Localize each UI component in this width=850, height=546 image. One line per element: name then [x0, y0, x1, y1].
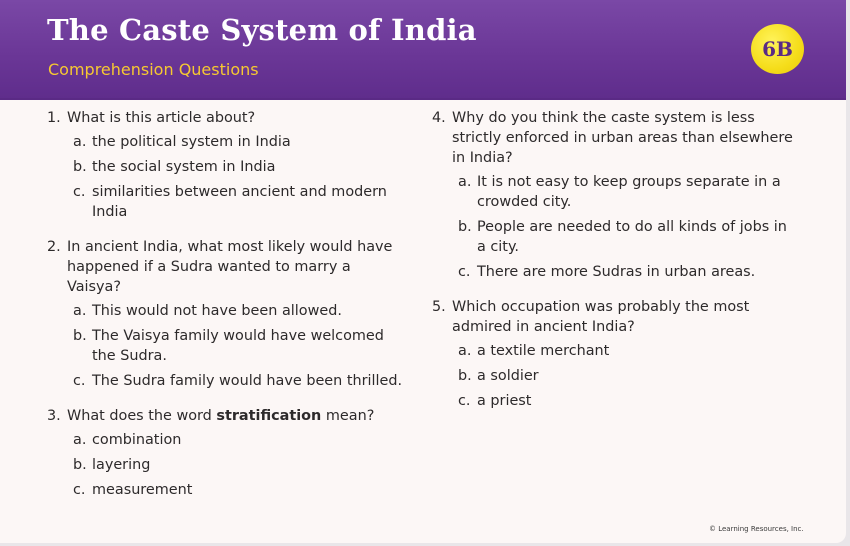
question-3: [47, 406, 407, 500]
answer-letter: b.: [458, 368, 472, 384]
question-number: 5.: [432, 299, 446, 315]
answer-letter: a.: [458, 343, 472, 359]
question-number: 3.: [47, 408, 61, 424]
answer-option: [73, 455, 407, 475]
question-text: Why do you think the caste system is less strictly enforced in urban areas than elsewhere in India?: [452, 110, 793, 166]
question-4: [432, 108, 794, 282]
answer-letter: c.: [73, 184, 86, 200]
answer-text: combination: [92, 432, 182, 448]
question-text-end: mean?: [321, 408, 375, 424]
answer-text: layering: [92, 457, 151, 473]
answer-list: [432, 341, 794, 411]
vocabulary-word: stratification: [216, 408, 322, 424]
question-5: [432, 297, 794, 411]
answer-option: [458, 172, 794, 212]
answer-letter: a.: [458, 174, 472, 190]
question-text: [67, 406, 407, 426]
answer-letter: b.: [73, 328, 87, 344]
answer-option: [73, 301, 407, 321]
answer-option: [458, 217, 794, 257]
answer-text: the political system in India: [92, 134, 291, 150]
answer-list: [47, 430, 407, 500]
question-text-start: What does the word: [67, 408, 217, 424]
copyright-notice: © Learning Resources, Inc.: [709, 525, 804, 533]
page-subtitle: Comprehension Questions: [48, 60, 259, 79]
answer-text: a textile merchant: [477, 343, 610, 359]
question-2: [47, 237, 407, 391]
answer-text: People are needed to do all kinds of jobs in a city.: [477, 219, 787, 255]
answer-option: [458, 366, 794, 386]
answer-letter: a.: [73, 303, 87, 319]
answer-option: [73, 371, 407, 391]
answer-list: [47, 301, 407, 391]
answer-text: a priest: [477, 393, 532, 409]
answer-text: It is not easy to keep groups separate in a crowded city.: [477, 174, 781, 210]
answer-text: a soldier: [477, 368, 539, 384]
card-number-badge: 6B: [751, 24, 804, 74]
question-number: 2.: [47, 239, 61, 255]
answer-letter: a.: [73, 134, 87, 150]
answer-text: The Sudra family would have been thrilled.: [92, 373, 403, 389]
answer-letter: c.: [73, 373, 86, 389]
question-text: Which occupation was probably the most admired in ancient India?: [452, 299, 750, 335]
answer-letter: b.: [458, 219, 472, 235]
question-1: [47, 108, 407, 222]
answer-letter: a.: [73, 432, 87, 448]
answer-text: similarities between ancient and modern India: [92, 184, 387, 220]
answer-option: [73, 182, 407, 222]
question-number: 1.: [47, 110, 61, 126]
answer-option: [458, 341, 794, 361]
answer-text: measurement: [92, 482, 193, 498]
answer-text: This would not have been allowed.: [92, 303, 342, 319]
answer-list: [47, 132, 407, 222]
answer-option: [73, 157, 407, 177]
answer-list: [432, 172, 794, 282]
answer-option: [458, 391, 794, 411]
answer-text: the social system in India: [92, 159, 276, 175]
answer-text: There are more Sudras in urban areas.: [477, 264, 756, 280]
page-title: The Caste System of India: [47, 13, 477, 47]
answer-letter: c.: [458, 264, 471, 280]
answer-letter: b.: [73, 457, 87, 473]
answer-option: [73, 480, 407, 500]
question-text: What is this article about?: [67, 110, 256, 126]
answer-option: [73, 430, 407, 450]
answer-text: The Vaisya family would have welcomed the Sudra.: [92, 328, 384, 364]
left-column: [47, 108, 407, 515]
answer-option: [73, 326, 407, 366]
answer-letter: b.: [73, 159, 87, 175]
answer-option: [73, 132, 407, 152]
answer-option: [458, 262, 794, 282]
card-header: [0, 0, 846, 100]
right-column: [432, 108, 794, 426]
answer-letter: c.: [73, 482, 86, 498]
answer-letter: c.: [458, 393, 471, 409]
question-text: In ancient India, what most likely would have happened if a Sudra wanted to marry a Vaisya?: [67, 239, 393, 295]
question-number: 4.: [432, 110, 446, 126]
